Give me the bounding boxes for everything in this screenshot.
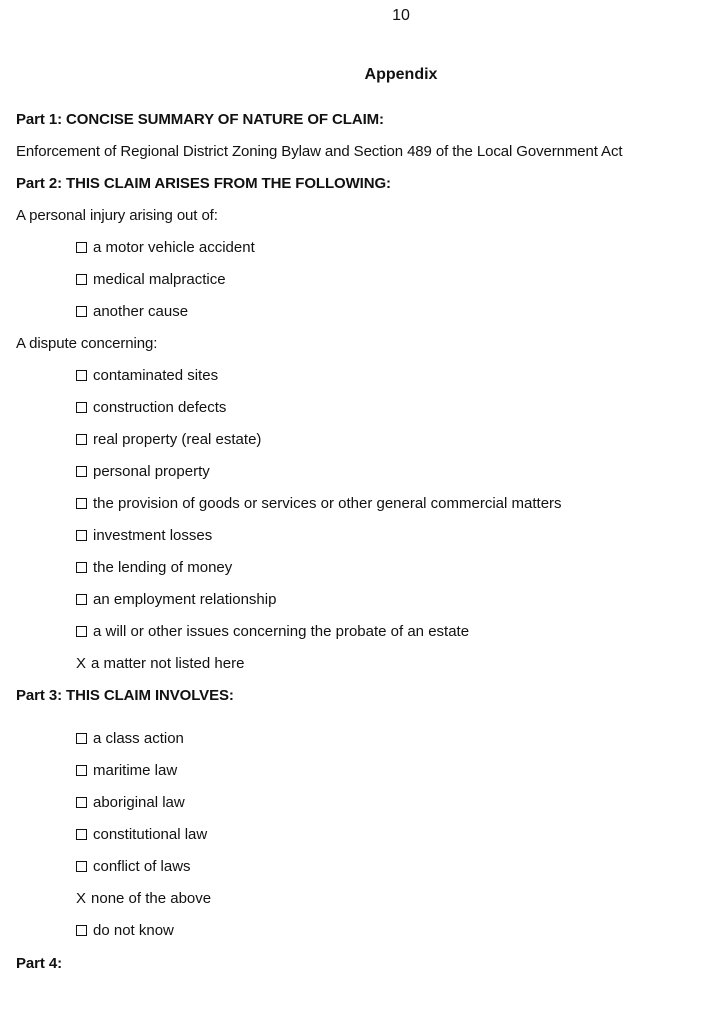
page-title: Appendix bbox=[364, 66, 438, 83]
empty-checkbox-icon[interactable] bbox=[76, 861, 87, 872]
empty-checkbox-icon[interactable] bbox=[76, 530, 87, 541]
option-label: an employment relationship bbox=[93, 591, 277, 608]
part1-summary: Enforcement of Regional District Zoning Bylaw and Section 489 of the Local Government Act bbox=[16, 143, 623, 160]
empty-checkbox-icon[interactable] bbox=[76, 370, 87, 381]
checkbox-option[interactable] bbox=[76, 655, 244, 672]
option-label: real property (real estate) bbox=[93, 431, 262, 448]
page-number: 10 bbox=[392, 7, 410, 24]
option-label: construction defects bbox=[93, 399, 227, 416]
dispute-label: A dispute concerning: bbox=[16, 335, 158, 352]
option-label: a will or other issues concerning the probate of an estate bbox=[93, 623, 470, 640]
empty-checkbox-icon[interactable] bbox=[76, 274, 87, 285]
personal-injury-label: A personal injury arising out of: bbox=[16, 207, 218, 224]
checkbox-option[interactable] bbox=[76, 591, 276, 608]
checkbox-option[interactable] bbox=[76, 431, 261, 448]
empty-checkbox-icon[interactable] bbox=[76, 434, 87, 445]
checkbox-option[interactable] bbox=[76, 826, 207, 843]
checkbox-option[interactable] bbox=[76, 399, 226, 416]
checkbox-option[interactable] bbox=[76, 463, 210, 480]
empty-checkbox-icon[interactable] bbox=[76, 306, 87, 317]
option-label: aboriginal law bbox=[93, 794, 185, 811]
checkbox-option[interactable] bbox=[76, 730, 184, 747]
checkbox-option[interactable] bbox=[76, 271, 226, 288]
checkbox-option[interactable] bbox=[76, 303, 188, 320]
option-label: personal property bbox=[93, 463, 210, 480]
checkbox-option[interactable] bbox=[76, 890, 211, 907]
option-label: contaminated sites bbox=[93, 367, 219, 384]
checkbox-option[interactable] bbox=[76, 762, 177, 779]
empty-checkbox-icon[interactable] bbox=[76, 242, 87, 253]
empty-checkbox-icon[interactable] bbox=[76, 626, 87, 637]
option-label: a motor vehicle accident bbox=[93, 239, 255, 256]
empty-checkbox-icon[interactable] bbox=[76, 402, 87, 413]
empty-checkbox-icon[interactable] bbox=[76, 466, 87, 477]
option-label: do not know bbox=[93, 922, 174, 939]
option-label: another cause bbox=[93, 303, 189, 320]
empty-checkbox-icon[interactable] bbox=[76, 829, 87, 840]
option-label: maritime law bbox=[93, 762, 178, 779]
checkbox-option[interactable] bbox=[76, 794, 185, 811]
option-label: medical malpractice bbox=[93, 271, 226, 288]
option-label: conflict of laws bbox=[93, 858, 191, 875]
x-mark-icon[interactable]: X bbox=[76, 890, 87, 907]
checkbox-option[interactable] bbox=[76, 367, 218, 384]
checkbox-option[interactable] bbox=[76, 623, 469, 640]
option-label: the provision of goods or services or other general commercial matters bbox=[93, 495, 562, 512]
part2-heading: Part 2: THIS CLAIM ARISES FROM THE FOLLOWING: bbox=[16, 175, 391, 192]
checkbox-option[interactable] bbox=[76, 495, 562, 512]
option-label: constitutional law bbox=[93, 826, 208, 843]
empty-checkbox-icon[interactable] bbox=[76, 498, 87, 509]
empty-checkbox-icon[interactable] bbox=[76, 733, 87, 744]
empty-checkbox-icon[interactable] bbox=[76, 797, 87, 808]
option-label: investment losses bbox=[93, 527, 213, 544]
empty-checkbox-icon[interactable] bbox=[76, 765, 87, 776]
checkbox-option[interactable] bbox=[76, 858, 191, 875]
checkbox-option[interactable] bbox=[76, 239, 255, 256]
checkbox-option[interactable] bbox=[76, 559, 232, 576]
part1-heading: Part 1: CONCISE SUMMARY OF NATURE OF CLAIM: bbox=[16, 111, 384, 128]
empty-checkbox-icon[interactable] bbox=[76, 562, 87, 573]
option-label: the lending of money bbox=[93, 559, 233, 576]
checkbox-option[interactable] bbox=[76, 922, 174, 939]
part4-heading: Part 4: bbox=[16, 955, 62, 972]
x-mark-icon[interactable]: X bbox=[76, 655, 87, 672]
part3-heading: Part 3: THIS CLAIM INVOLVES: bbox=[16, 687, 234, 704]
empty-checkbox-icon[interactable] bbox=[76, 925, 87, 936]
empty-checkbox-icon[interactable] bbox=[76, 594, 87, 605]
option-label: a matter not listed here bbox=[91, 655, 245, 672]
checkbox-option[interactable] bbox=[76, 527, 212, 544]
option-label: a class action bbox=[93, 730, 184, 747]
option-label: none of the above bbox=[91, 890, 212, 907]
